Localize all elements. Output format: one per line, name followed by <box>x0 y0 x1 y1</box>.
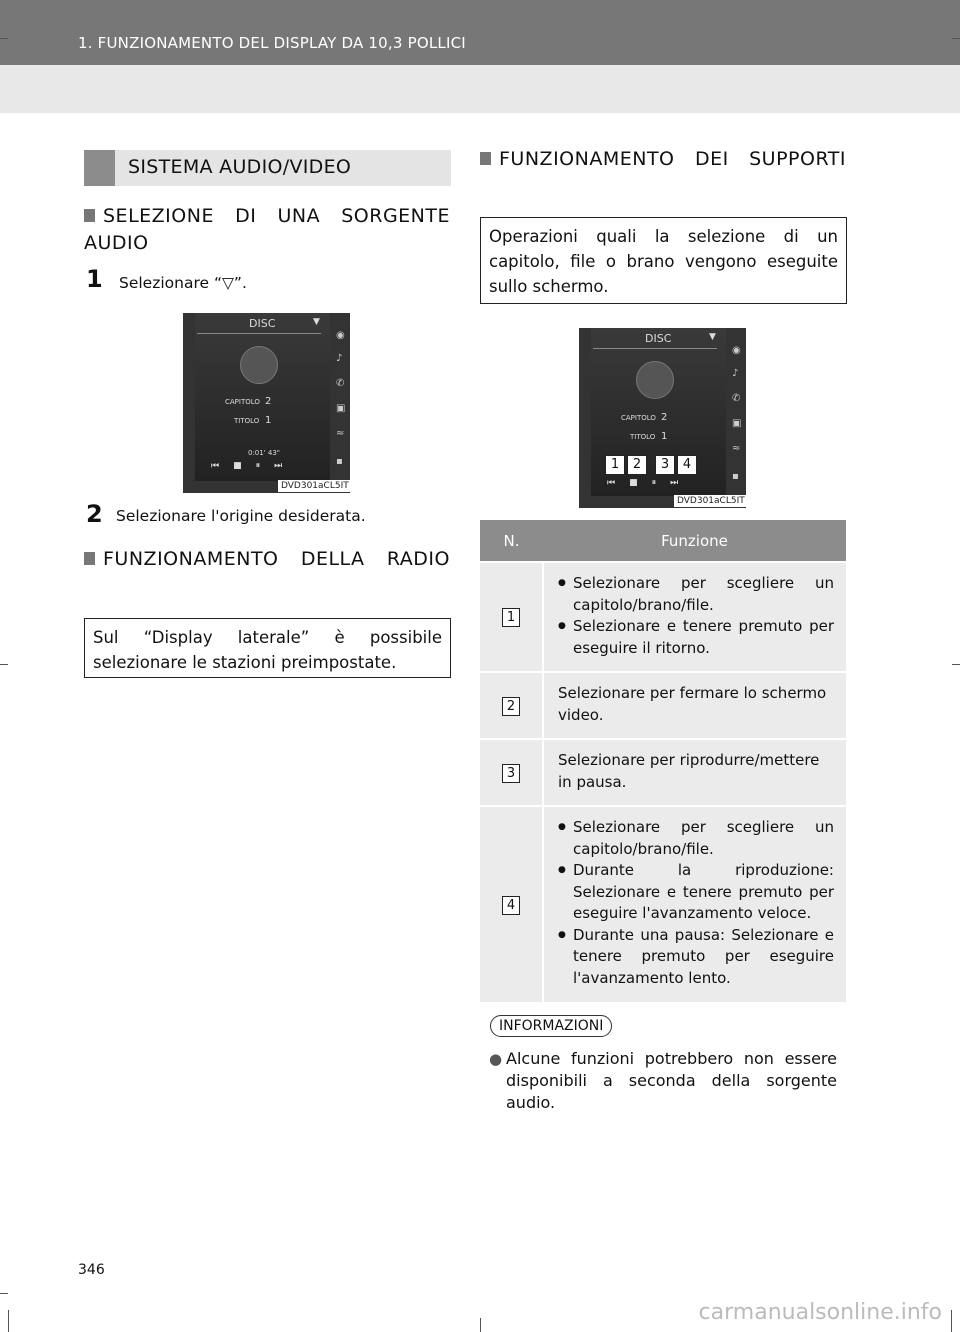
callout-4: 4 <box>677 455 697 475</box>
callout-2: 2 <box>627 455 647 475</box>
image-icon: ▣ <box>336 403 346 414</box>
subheading-audio-source: SELEZIONE DI UNA SORGENTE AUDIO <box>84 205 450 254</box>
step-text: Selezionare l'origine desiderata. <box>116 507 366 525</box>
playback-time: 0:01' 43" <box>248 449 280 457</box>
disc-icon <box>636 361 674 399</box>
section-marker <box>84 150 115 186</box>
table-row <box>480 562 846 672</box>
table-row <box>480 806 846 1002</box>
info-text: Alcune funzioni potrebbero non essere disponibili a seconda della sorgente audio. <box>506 1049 837 1112</box>
square-bullet-icon <box>480 152 491 165</box>
function-text: Selezionare per riprodurre/mettere in pausa. <box>543 739 846 806</box>
dropdown-triangle-icon: ▼ <box>313 317 320 327</box>
section-title-bar <box>84 150 451 186</box>
screen-image-disc <box>183 313 350 493</box>
music-icon: ♪ <box>732 368 739 379</box>
dropdown-triangle-icon: ▼ <box>709 332 716 342</box>
callout-3: 3 <box>655 455 675 475</box>
crop-mark <box>952 664 960 665</box>
radio-icon: ◉ <box>336 330 345 341</box>
chapter-label: CAPITOLO <box>621 414 656 422</box>
image-code: DVD301aCL5IT <box>278 480 352 492</box>
note-box: Sul “Display laterale” è possibile selezionare le stazioni preimpostate. <box>84 618 451 678</box>
title-label: TITOLO <box>630 433 656 441</box>
crop-mark <box>480 1318 481 1332</box>
row-number: 2 <box>502 697 520 716</box>
screen-disc-title: DISC <box>645 332 672 345</box>
playback-controls: ⏮■⏸⏭ <box>607 478 693 488</box>
info-tag: INFORMAZIONI <box>490 1015 612 1037</box>
step-number: 2 <box>86 500 103 528</box>
crop-mark <box>952 38 960 39</box>
image-icon: ▣ <box>732 418 742 429</box>
square-bullet-icon <box>84 209 95 222</box>
bullet-icon: ● <box>489 1050 503 1068</box>
function-table <box>480 520 846 1002</box>
subheading-radio: FUNZIONAMENTO DELLA RADIO <box>84 546 450 573</box>
screen-disc-title: DISC <box>249 317 276 330</box>
row-number: 4 <box>502 896 520 915</box>
table-row <box>480 672 846 739</box>
display-icon: ▪ <box>336 456 343 467</box>
climate-icon: ≈ <box>732 443 741 454</box>
table-header-n: N. <box>480 520 543 562</box>
chapter-value: 2 <box>661 412 668 423</box>
callout-1: 1 <box>605 455 625 475</box>
title-value: 1 <box>265 415 272 426</box>
phone-icon: ✆ <box>336 378 345 389</box>
disc-icon <box>240 346 278 384</box>
section-title: SISTEMA AUDIO/VIDEO <box>128 156 352 178</box>
chapter-value: 2 <box>265 396 272 407</box>
square-bullet-icon <box>84 552 95 565</box>
screen-image-disc-callouts <box>579 328 746 508</box>
image-code: DVD301aCL5IT <box>674 495 748 507</box>
step-text: Selezionare “▽”. <box>119 274 247 292</box>
table-row <box>480 739 846 806</box>
crop-mark <box>8 1310 9 1332</box>
music-icon: ♪ <box>336 353 343 364</box>
subheading-media: FUNZIONAMENTO DEI SUPPORTI <box>480 146 846 173</box>
list-item: ● Durante la riproduzione: Selezionare e tenere premuto per eseguire l'avanzamento veloce. <box>558 860 834 925</box>
list-item: ● Durante una pausa: Selezionare e tenere premuto per eseguire l'avanzamento lento. <box>558 925 834 990</box>
watermark: carmanualsonline.info <box>698 1300 942 1325</box>
climate-icon: ≈ <box>336 428 345 439</box>
page-number: 346 <box>78 1262 105 1278</box>
note-box: Operazioni quali la selezione di un capitolo, file o brano vengono eseguite sullo schermo. <box>480 217 847 304</box>
page-header <box>0 0 960 65</box>
crop-mark <box>0 1293 8 1294</box>
display-icon: ▪ <box>732 471 739 482</box>
function-text: Selezionare per fermare lo schermo video. <box>543 672 846 739</box>
row-number: 1 <box>502 608 520 627</box>
row-number: 3 <box>502 764 520 783</box>
list-item: ● Selezionare e tenere premuto per eseguire il ritorno. <box>558 616 834 659</box>
title-label: TITOLO <box>234 417 260 425</box>
chapter-title: 1. FUNZIONAMENTO DEL DISPLAY DA 10,3 POLLICI <box>78 34 466 52</box>
list-item: ● Selezionare per scegliere un capitolo/brano/file. <box>558 573 834 616</box>
crop-mark <box>0 38 8 39</box>
playback-controls: ⏮■⏸⏭ <box>211 461 297 471</box>
radio-icon: ◉ <box>732 345 741 356</box>
chapter-label: CAPITOLO <box>225 398 260 406</box>
header-band <box>0 65 960 113</box>
phone-icon: ✆ <box>732 393 741 404</box>
crop-mark <box>951 1310 952 1332</box>
list-item: ● Selezionare per scegliere un capitolo/brano/file. <box>558 817 834 860</box>
title-value: 1 <box>661 431 668 442</box>
crop-mark <box>0 664 8 665</box>
table-header-function: Funzione <box>543 520 846 562</box>
step-number: 1 <box>86 265 103 293</box>
